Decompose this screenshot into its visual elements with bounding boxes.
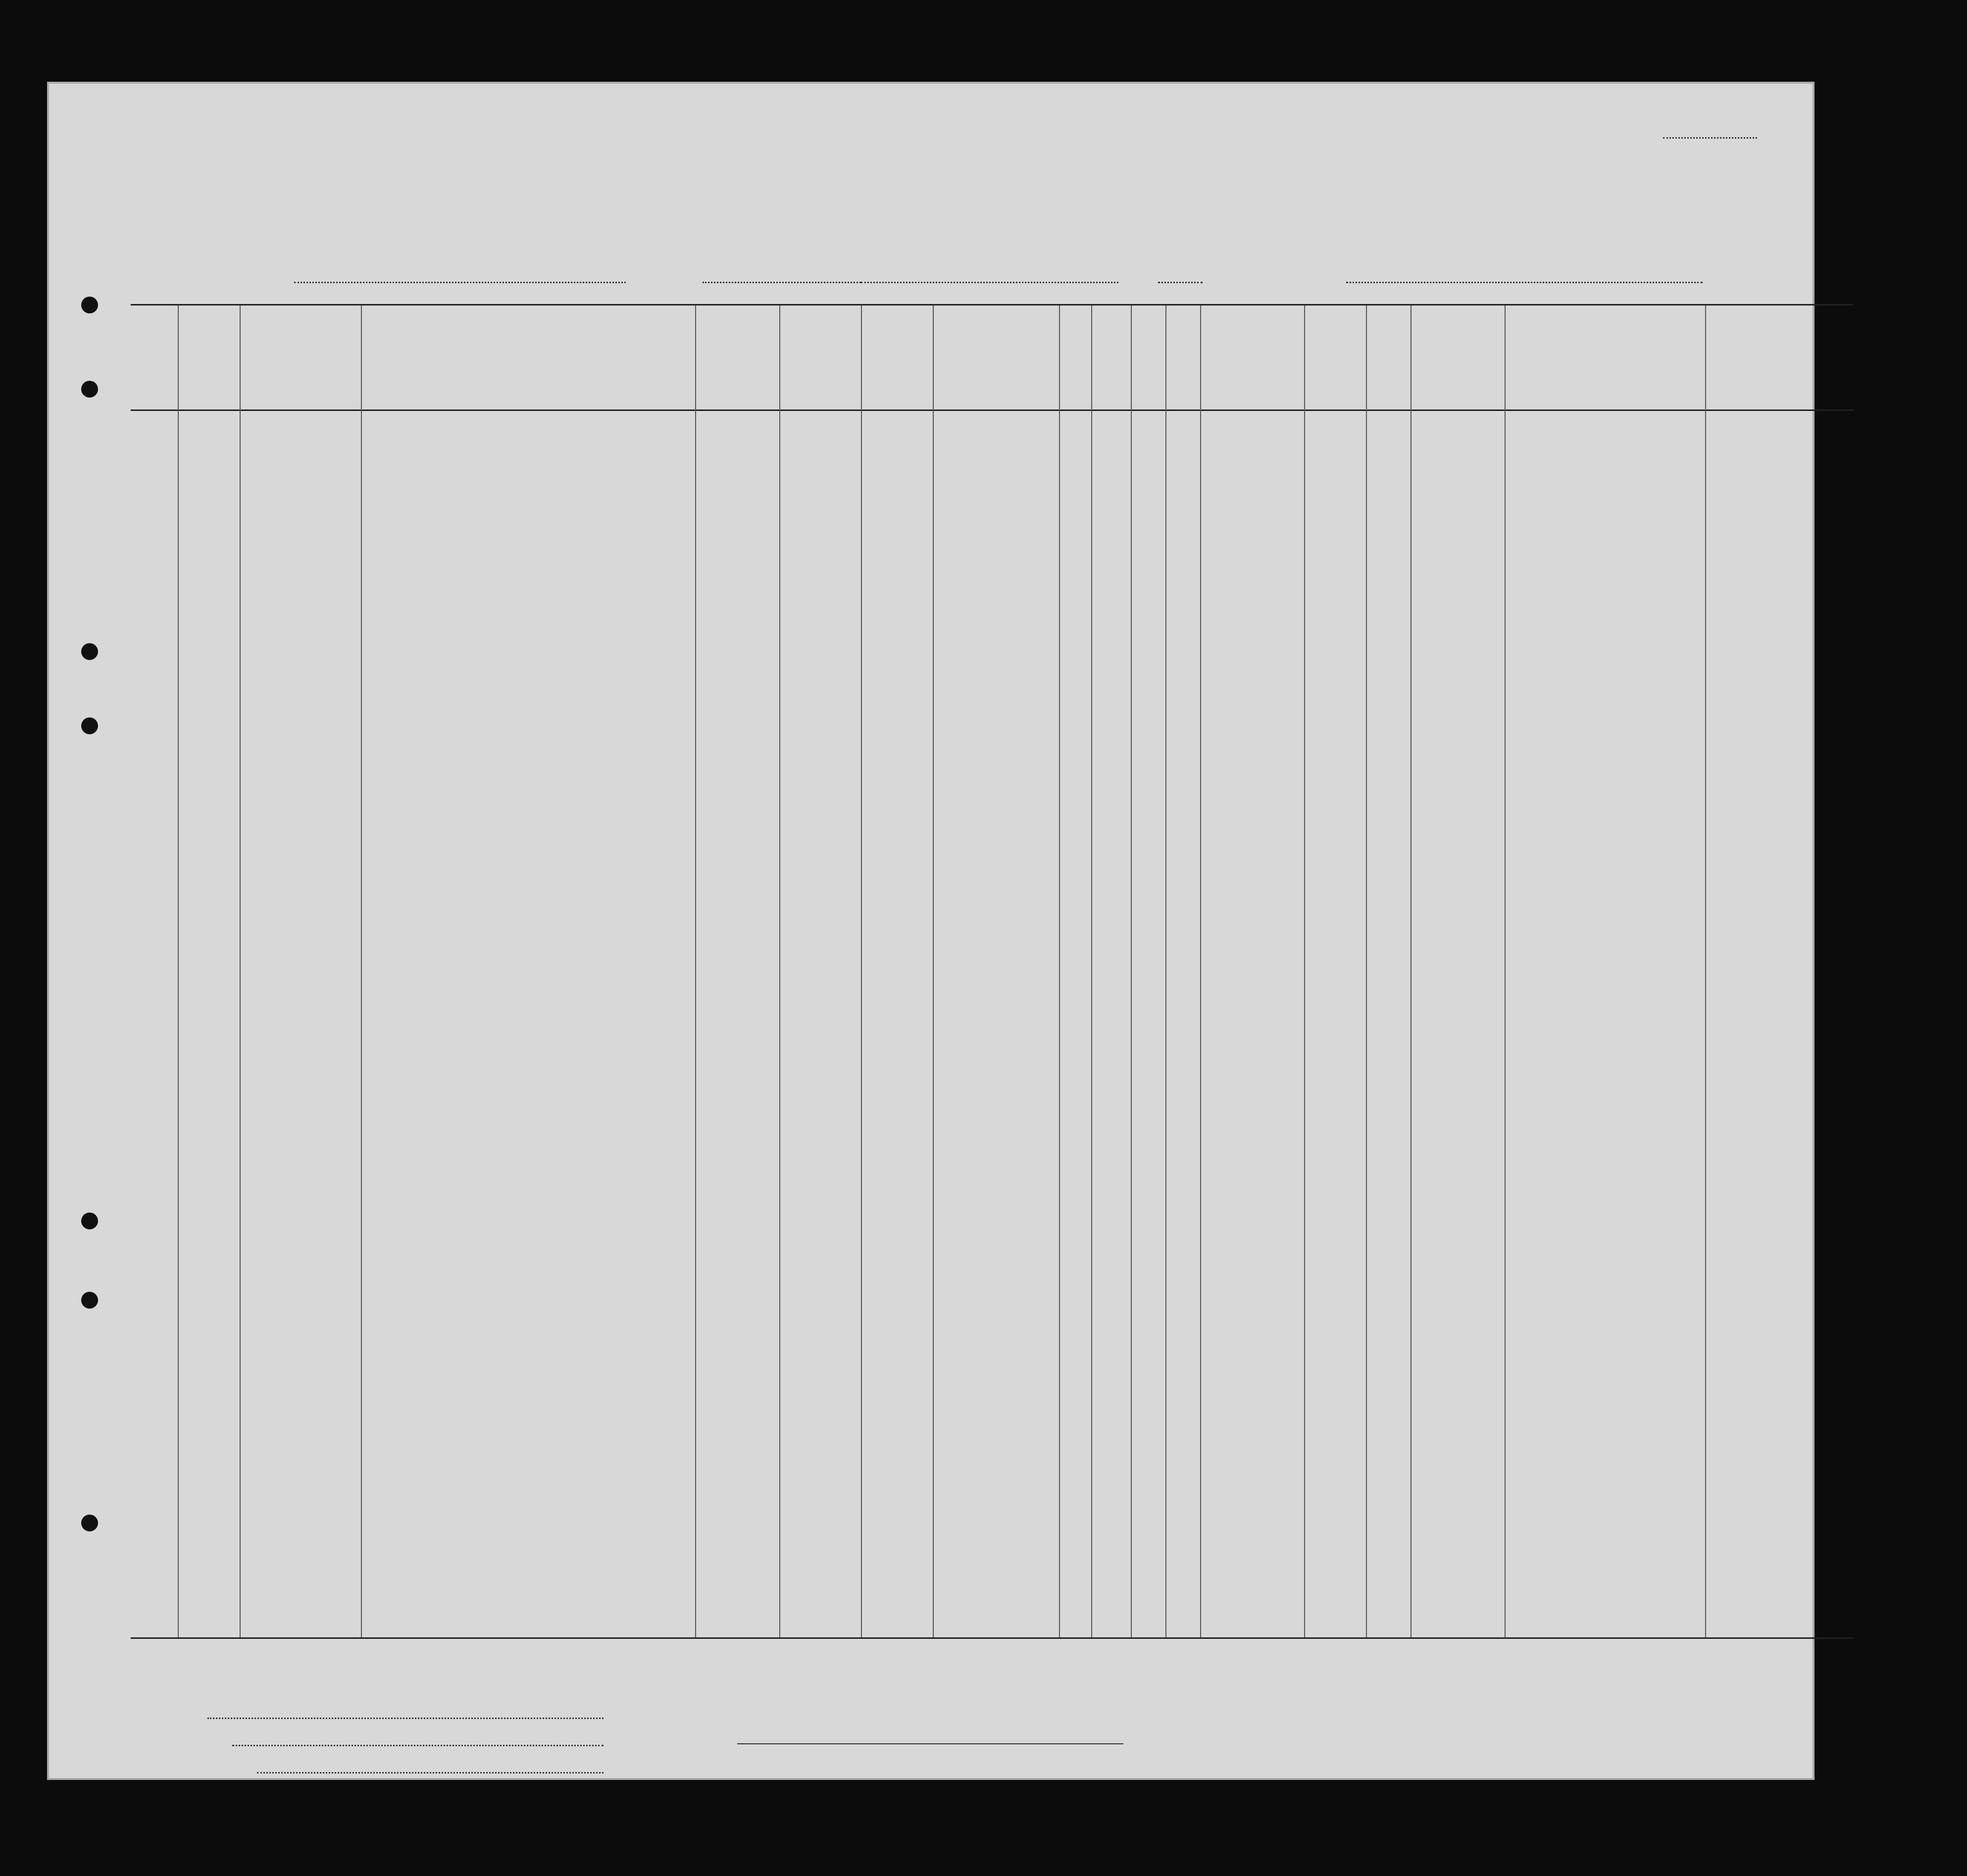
column-divider xyxy=(1304,305,1305,1637)
column-divider xyxy=(1091,305,1092,1637)
from-port-line xyxy=(1346,282,1703,283)
sheet-no-line xyxy=(1663,137,1757,139)
punch-hole xyxy=(81,381,98,398)
punch-hole xyxy=(81,1515,98,1531)
punch-hole xyxy=(81,297,98,313)
column-divider xyxy=(1200,305,1201,1637)
column-divider xyxy=(861,305,862,1637)
column-divider xyxy=(1165,305,1166,1637)
manifest-sheet xyxy=(47,82,1815,1780)
column-divider xyxy=(1411,305,1412,1637)
owners-field xyxy=(232,1745,604,1746)
column-divider xyxy=(1505,305,1506,1637)
punch-hole xyxy=(81,1292,98,1309)
vessel-line xyxy=(294,282,626,283)
column-divider xyxy=(178,305,179,1637)
column-divider xyxy=(240,305,241,1637)
signature-line xyxy=(737,1743,1123,1744)
crew-table xyxy=(131,304,1854,1639)
header-bottom-rule xyxy=(131,409,1854,411)
column-divider xyxy=(695,305,696,1637)
punch-hole xyxy=(81,643,98,660)
column-divider xyxy=(933,305,934,1637)
punch-hole xyxy=(81,717,98,734)
date-line xyxy=(861,282,1118,283)
line-field xyxy=(207,1718,604,1719)
column-divider xyxy=(1131,305,1132,1637)
local-agents-field xyxy=(257,1772,604,1774)
punch-hole xyxy=(81,1213,98,1229)
column-divider xyxy=(779,305,780,1637)
year-line xyxy=(1158,282,1203,283)
column-divider xyxy=(1705,305,1706,1637)
column-divider xyxy=(1059,305,1060,1637)
arriving-line xyxy=(703,282,861,283)
column-divider xyxy=(1366,305,1367,1637)
column-divider xyxy=(361,305,362,1637)
